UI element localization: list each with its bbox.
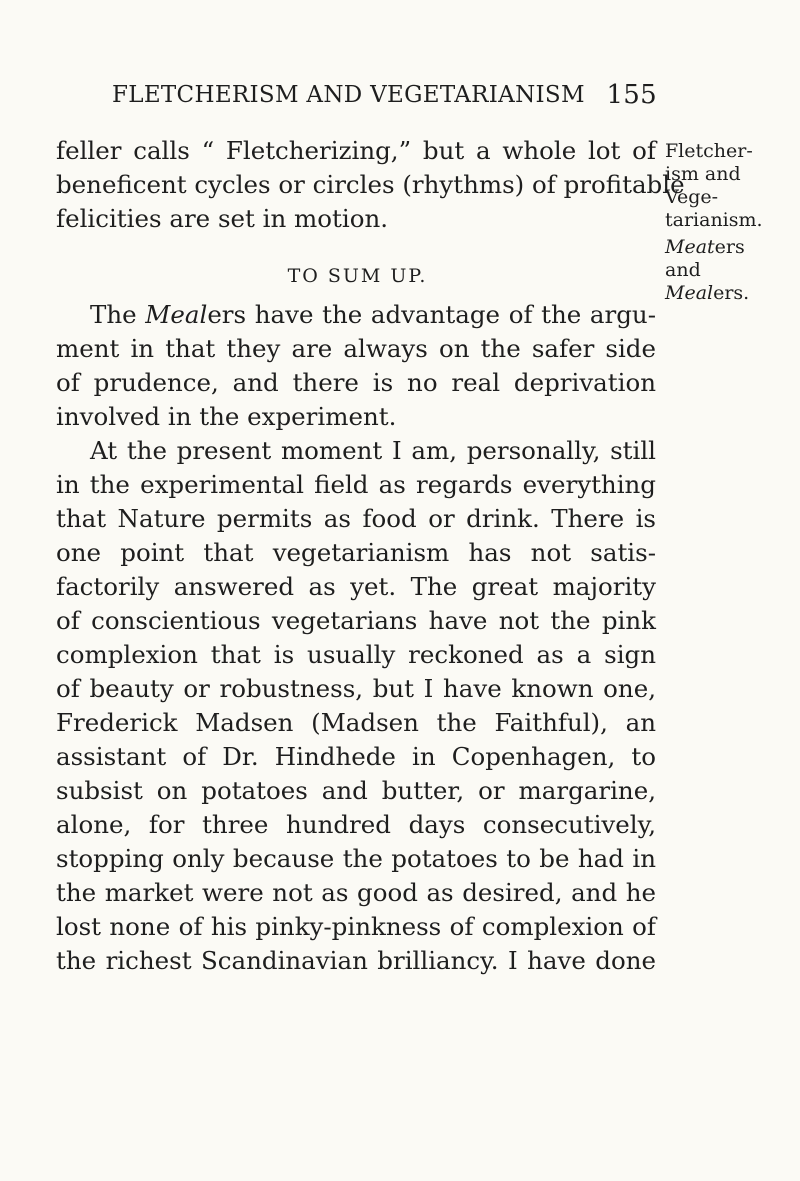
para3-line12: alone, for three hundred days consecutively, <box>56 810 656 839</box>
para2-line1 <box>90 298 656 332</box>
margin-note-meaters-mealers <box>665 236 800 305</box>
page-number: 155 <box>606 80 657 110</box>
para2-line4: involved in the experiment. <box>56 402 397 431</box>
para3-line13: stopping only because the potatoes to be had in <box>56 844 656 873</box>
para1-line1: feller calls “ Fletcherizing,” but a whole lot of <box>56 136 656 165</box>
margin-note1-line1: Fletcher- <box>665 140 753 162</box>
margin-note1-line4: tarianism. <box>665 209 763 231</box>
para1-line2: beneficent cycles or circles (rhythms) of profitable <box>56 170 685 199</box>
para3-line16: the richest Scandinavian brilliancy. I have done <box>56 946 656 975</box>
margin-note2-line1 <box>665 236 800 259</box>
margin-note2-line3 <box>665 282 800 305</box>
margin-note2-line3-em: Meal <box>665 282 714 304</box>
para2-line1-pre: The <box>90 300 146 329</box>
section-heading: TO SUM UP. <box>287 265 428 287</box>
para3-line2: in the experimental field as regards everything <box>56 470 656 499</box>
para3-line8: of beauty or robustness, but I have known one, <box>56 674 656 703</box>
para3-line9: Frederick Madsen (Madsen the Faithful), an <box>56 708 656 737</box>
para3-line3: that Nature permits as food or drink. There is <box>56 504 656 533</box>
para2-line1-em: Meal <box>145 300 208 329</box>
para3-line6: of conscientious vegetarians have not the pink <box>56 606 656 635</box>
para3-line10: assistant of Dr. Hindhede in Copenhagen, to <box>56 742 656 771</box>
margin-note2-line1-em: Meat <box>665 236 715 258</box>
margin-note-fletcherism <box>665 140 800 232</box>
para3-line5: factorily answered as yet. The great majority <box>56 572 656 601</box>
para3-line1: At the present moment I am, personally, still <box>90 436 656 465</box>
para2-line1-post: ers have the advantage of the argu- <box>207 300 656 329</box>
para3-line15: lost none of his pinky-pinkness of complexion of <box>56 912 656 941</box>
para3-line14: the market were not as good as desired, and he <box>56 878 656 907</box>
margin-note1-line3: Vege- <box>665 186 719 208</box>
para2-line2: ment in that they are always on the safer side <box>56 334 656 363</box>
para3-line7: complexion that is usually reckoned as a sign <box>56 640 656 669</box>
para3-line4: one point that vegetarianism has not satis- <box>56 538 656 567</box>
margin-note2-line3-post: ers. <box>713 282 750 304</box>
para2-line3: of prudence, and there is no real deprivation <box>56 368 656 397</box>
para3-line11: subsist on potatoes and butter, or margarine, <box>56 776 656 805</box>
para1-line3: felicities are set in motion. <box>56 204 389 233</box>
running-head <box>112 82 657 116</box>
margin-note2-line2: and <box>665 259 701 281</box>
margin-note2-line1-post: ers <box>714 236 745 258</box>
margin-note1-line2: ism and <box>665 163 741 185</box>
running-head-title: FLETCHERISM AND VEGETARIANISM <box>112 82 585 108</box>
